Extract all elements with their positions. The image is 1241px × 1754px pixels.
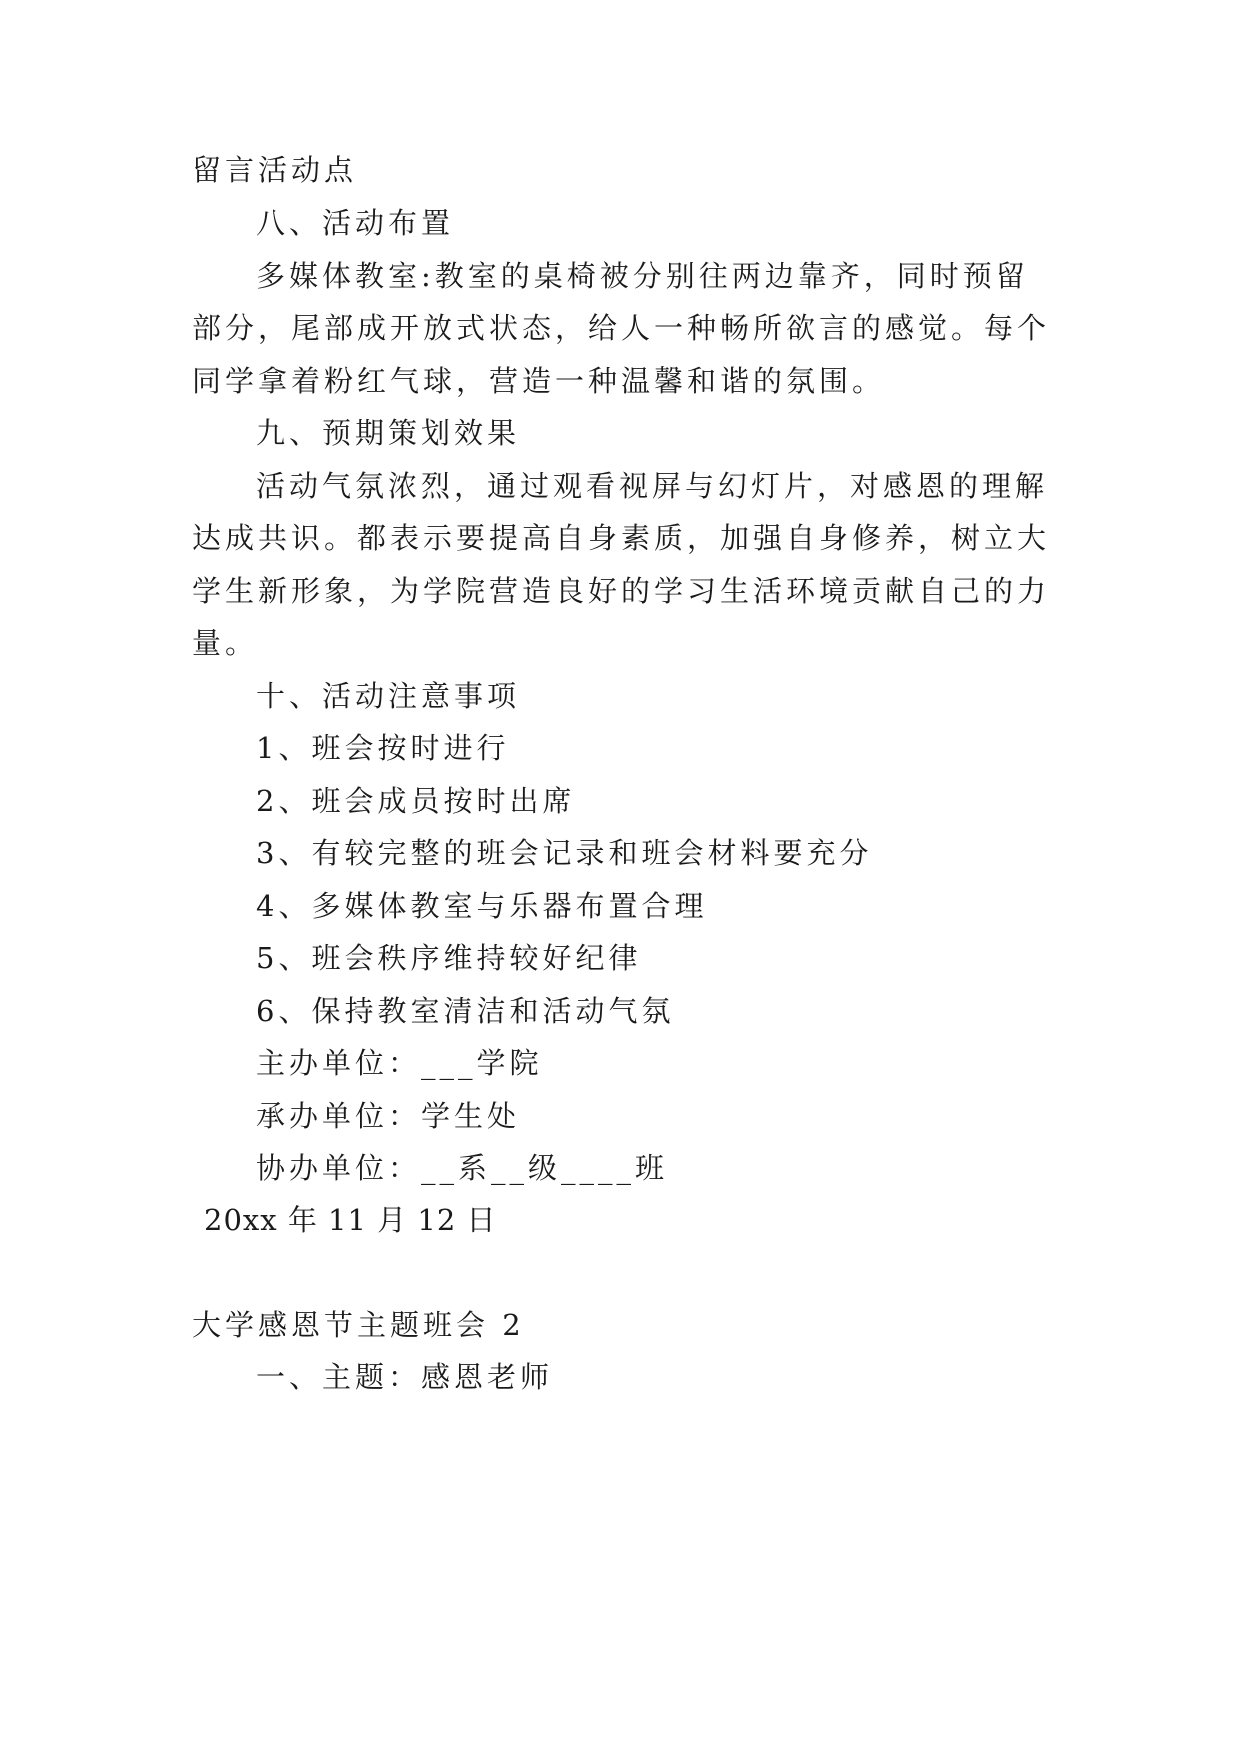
heading-section-8: 八、活动布置 — [256, 206, 455, 240]
paragraph-line: 达成共识。都表示要提高自身素质，加强自身修养，树立大 — [192, 521, 1051, 555]
section-title: 大学感恩节主题班会 2 — [192, 1308, 525, 1342]
list-item: 2、班会成员按时出席 — [256, 784, 576, 818]
paragraph-line: 部分，尾部成开放式状态，给人一种畅所欲言的感觉。每个 — [192, 311, 1051, 345]
paragraph-line: 学生新形象，为学院营造良好的学习生活环境贡献自己的力 — [192, 574, 1051, 608]
list-item: 5、班会秩序维持较好纪律 — [256, 941, 642, 975]
paragraph-line: 同学拿着粉红气球，营造一种温馨和谐的氛围。 — [192, 364, 886, 398]
co-organizer-line: 协办单位：__系__级____班 — [256, 1151, 669, 1185]
heading-theme: 一、主题：感恩老师 — [256, 1360, 554, 1394]
list-item: 3、有较完整的班会记录和班会材料要充分 — [256, 836, 873, 870]
paragraph-line: 多媒体教室:教室的桌椅被分别往两边靠齐，同时预留 — [256, 259, 1029, 293]
text-line-activity-point: 留言活动点 — [192, 153, 358, 187]
list-item: 1、班会按时进行 — [256, 731, 510, 765]
date-line: 20xx 年 11 月 12 日 — [204, 1203, 497, 1237]
paragraph-line: 活动气氛浓烈，通过观看视屏与幻灯片，对感恩的理解 — [256, 469, 1049, 503]
paragraph-line: 量。 — [192, 626, 259, 660]
heading-section-9: 九、预期策划效果 — [256, 416, 521, 450]
undertaker-line: 承办单位：学生处 — [256, 1099, 521, 1133]
list-item: 6、保持教室清洁和活动气氛 — [256, 994, 675, 1028]
list-item: 4、多媒体教室与乐器布置合理 — [256, 889, 708, 923]
heading-section-10: 十、活动注意事项 — [256, 679, 521, 713]
organizer-line: 主办单位：___学院 — [256, 1046, 543, 1080]
